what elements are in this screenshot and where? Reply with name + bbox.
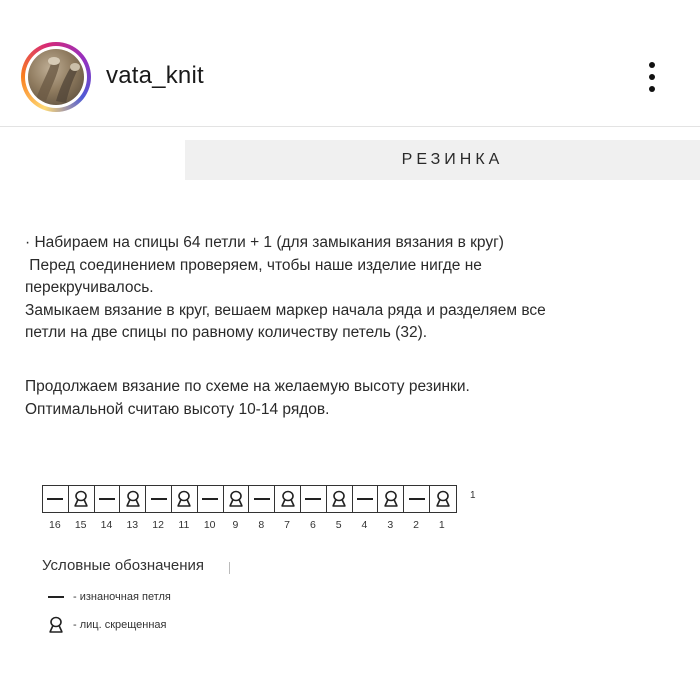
stitch-number: 8 (258, 519, 265, 531)
twisted-knit-symbol-icon (228, 490, 244, 508)
twisted-knit-symbol-icon (383, 490, 399, 508)
continuation-paragraph (25, 376, 695, 421)
chart-cell-twisted (224, 486, 250, 512)
chart-cell-purl (404, 486, 430, 512)
stitch-numbers (42, 519, 457, 531)
twisted-knit-symbol-icon (176, 490, 192, 508)
stitch-number: 6 (309, 519, 316, 531)
stitch-number: 11 (178, 519, 190, 531)
row-number: 1 (470, 490, 476, 501)
username[interactable]: vata_knit (106, 62, 204, 89)
knitting-chart (42, 485, 476, 531)
chart-cell-twisted (120, 486, 146, 512)
stitch-number: 1 (438, 519, 445, 531)
chart-cell-twisted (378, 486, 404, 512)
text-line: Оптимальной считаю высоту 10-14 рядов. (25, 400, 330, 418)
chart-cell-purl (249, 486, 275, 512)
purl-symbol-icon (45, 596, 67, 598)
twisted-knit-symbol-icon (125, 490, 141, 508)
twisted-knit-symbol-icon (45, 616, 67, 634)
chart-cell-twisted (275, 486, 301, 512)
chart-grid (42, 485, 457, 513)
purl-symbol-icon (47, 498, 63, 500)
stitch-number: 16 (49, 519, 61, 531)
legend-label: - изнаночная петля (73, 591, 171, 603)
purl-symbol-icon (409, 498, 425, 500)
text-line: Перед соединением проверяем, чтобы наше изделие нигде не (25, 256, 482, 274)
post-header (0, 0, 700, 127)
purl-symbol-icon (305, 498, 321, 500)
chart-cell-purl (146, 486, 172, 512)
chart-cell-purl (301, 486, 327, 512)
stitch-number: 3 (387, 519, 394, 531)
text-line: Продолжаем вязание по схеме на желаемую высоту резинки. (25, 378, 470, 395)
text-line: петли на две спицы по равному количеству петель (32). (25, 324, 428, 341)
legend-item-twisted (45, 616, 167, 634)
chart-cell-twisted (430, 486, 456, 512)
stitch-number: 15 (74, 519, 87, 531)
stitch-number: 9 (232, 519, 239, 531)
avatar[interactable] (28, 49, 84, 105)
legend-title: Условные обозначения (42, 557, 205, 574)
more-options-icon[interactable] (640, 58, 664, 96)
text-cursor (229, 562, 230, 574)
purl-symbol-icon (151, 498, 167, 500)
chart-cell-twisted (327, 486, 353, 512)
chart-cell-twisted (69, 486, 95, 512)
text-line: Замыкаем вязание в круг, вешаем маркер начала ряда и разделяем все (25, 301, 546, 319)
twisted-knit-symbol-icon (331, 490, 347, 508)
purl-symbol-icon (357, 498, 373, 500)
chart-cell-twisted (172, 486, 198, 512)
legend-item-purl (45, 591, 171, 603)
stitch-number: 12 (152, 519, 164, 531)
chart-cell-purl (353, 486, 379, 512)
avatar-photo-icon (28, 49, 84, 105)
purl-symbol-icon (99, 498, 115, 500)
instructions-paragraph (25, 232, 695, 345)
chart-cell-purl (95, 486, 121, 512)
legend-label: - лиц. скрещенная (73, 619, 167, 631)
twisted-knit-symbol-icon (73, 490, 89, 508)
stitch-number: 14 (100, 519, 113, 531)
section-banner (185, 140, 700, 180)
chart-cell-purl (43, 486, 69, 512)
purl-symbol-icon (254, 498, 270, 500)
stitch-number: 2 (413, 519, 419, 531)
story-ring[interactable] (21, 42, 91, 112)
twisted-knit-symbol-icon (280, 490, 296, 508)
stitch-number: 7 (284, 519, 290, 531)
section-title: РЕЗИНКА (401, 151, 504, 168)
stitch-number: 10 (203, 519, 216, 531)
chart-cell-purl (198, 486, 224, 512)
text-line: · Набираем на спицы 64 петли + 1 (для замыкания вязания в круг) (25, 234, 504, 251)
stitch-number: 5 (335, 519, 342, 531)
twisted-knit-symbol-icon (435, 490, 451, 508)
stitch-number: 4 (361, 519, 368, 531)
purl-symbol-icon (202, 498, 218, 500)
stitch-number: 13 (126, 519, 139, 531)
text-line: перекручивалось. (25, 279, 154, 296)
